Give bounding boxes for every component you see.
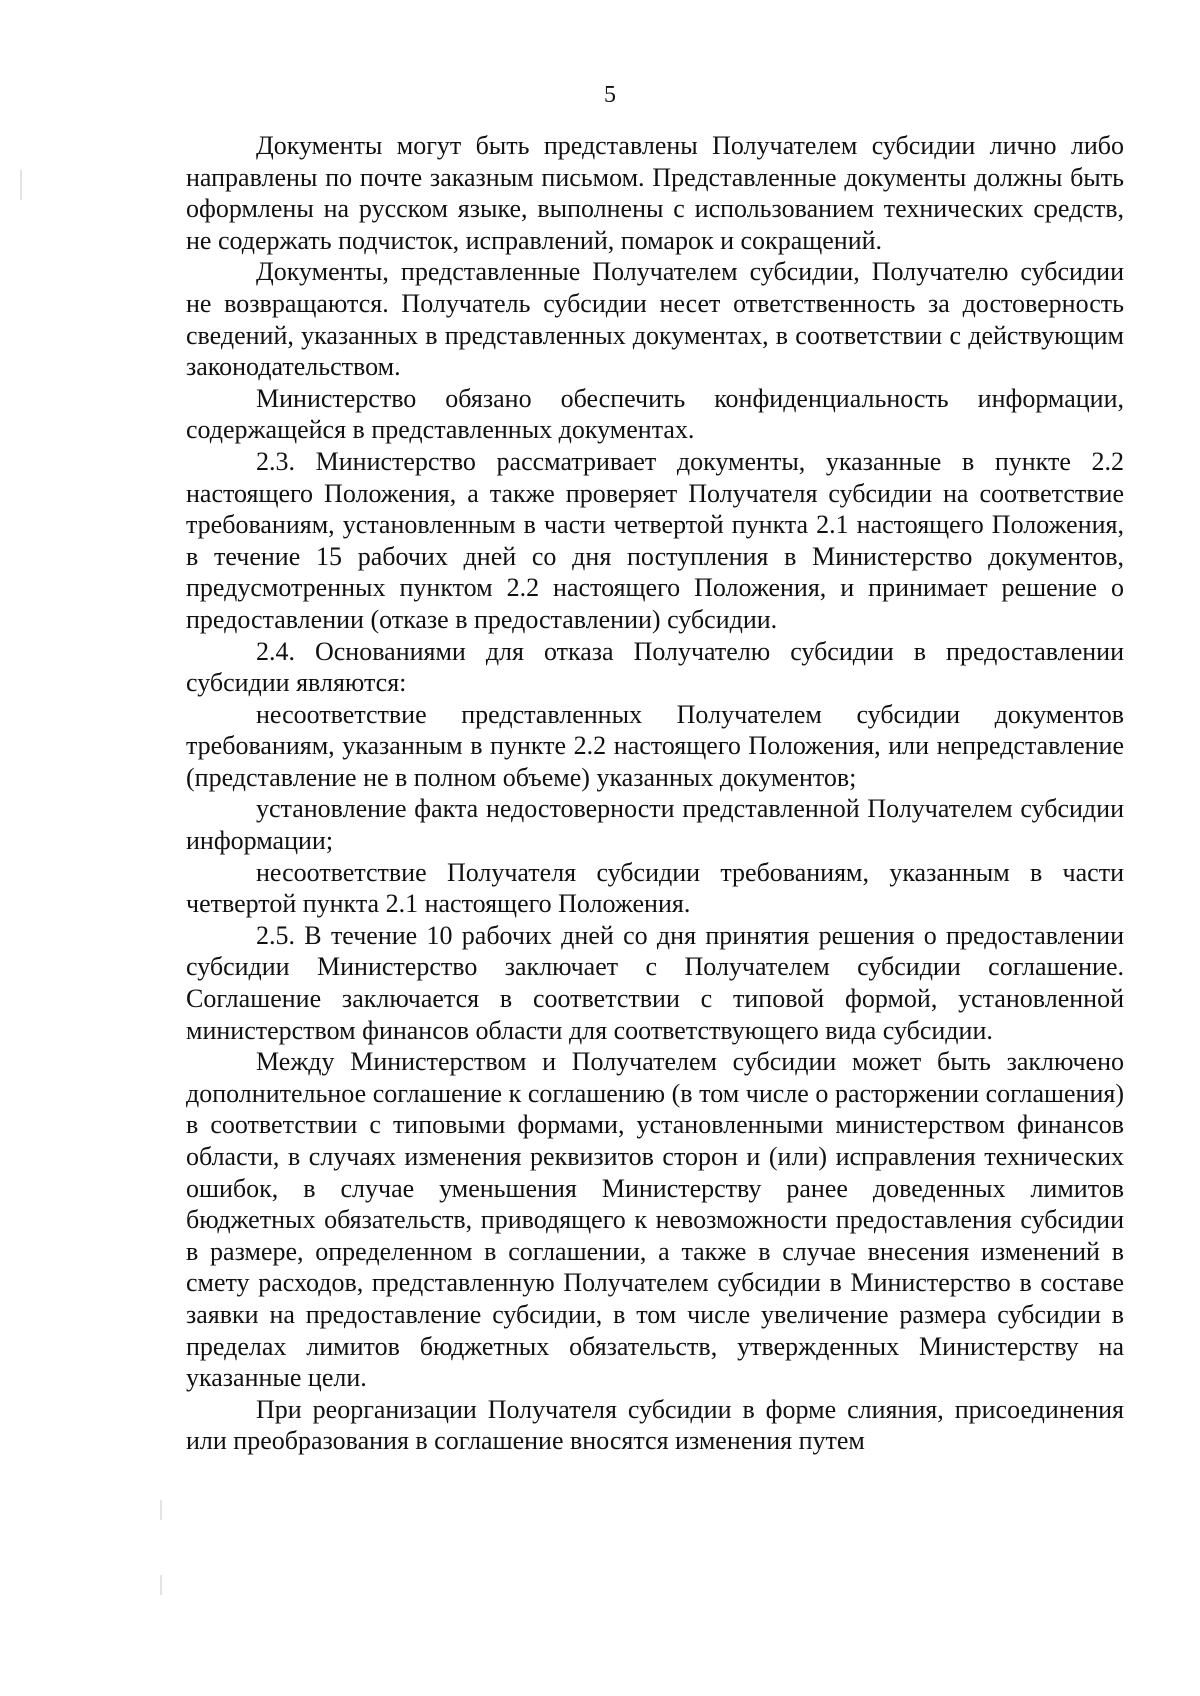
paragraph: Министерство обязано обеспечить конфиденциальность информации, содержащейся в представленных документах. (186, 383, 1124, 445)
document-body (186, 130, 1124, 1457)
paragraph: 2.4. Основаниями для отказа Получателю субсидии в предоставлении субсидии являются: (186, 636, 1124, 698)
paragraph: Между Министерством и Получателем субсидии может быть заключено дополнительное соглашение к соглашению (в том числе о расторжении соглашения) в соответствии с типовыми формами, установленными министерством финансов области, в случаях изменения реквизитов сторон и (или) исправления технических ошибок, в случае уменьшения Министерству ранее доведенных лимитов бюджетных обязательств, приводящего к невозможности предоставления субсидии в размере, определенном в соглашении, а также в случае внесения изменений в смету расходов, представленную Получателем субсидии в Министерство в составе заявки на предоставление субсидии, в том числе увеличение размера субсидии в пределах лимитов бюджетных обязательств, утвержденных Министерству на указанные цели. (186, 1047, 1124, 1393)
scan-edge-mark (20, 170, 22, 200)
paragraph: Документы, представленные Получателем субсидии, Получателю субсидии не возвращаются. Получатель субсидии несет ответственность за достоверность сведений, указанных в представленных документах, в соответствии с действующим законодательством. (186, 257, 1124, 382)
paragraph: 2.3. Министерство рассматривает документы, указанные в пункте 2.2 настоящего Положения, а также проверяет Получателя субсидии на соответствие требованиям, установленным в части четвертой пункта 2.1 настоящего Положения, в течение 15 рабочих дней со дня поступления в Министерство документов, предусмотренных пунктом 2.2 настоящего Положения, и принимает решение о предоставлении (отказе в предоставлении) субсидии. (186, 446, 1124, 634)
paragraph: При реорганизации Получателя субсидии в форме слияния, присоединения или преобразования в соглашение вносятся изменения путем (186, 1394, 1124, 1456)
scan-edge-mark (160, 1500, 162, 1520)
page-number: 5 (604, 82, 616, 108)
list-item: установление факта недостоверности представленной Получателем субсидии информации; (186, 794, 1124, 856)
paragraph: Документы могут быть представлены Получателем субсидии лично либо направлены по почте заказным письмом. Представленные документы должны быть оформлены на русском языке, выполнены с использованием технических средств, не содержать подчисток, исправлений, помарок и сокращений. (186, 131, 1124, 255)
list-item: несоответствие представленных Получателем субсидии документов требованиям, указанным в пункте 2.2 настоящего Положения, или непредставление (представление не в полном объеме) указанных документов; (186, 699, 1124, 792)
paragraph: 2.5. В течение 10 рабочих дней со дня принятия решения о предоставлении субсидии Министерство заключает с Получателем субсидии соглашение. Соглашение заключается в соответствии с типовой формой, установленной министерством финансов области для соответствующего вида субсидии. (186, 920, 1124, 1045)
scan-edge-mark (160, 1575, 162, 1595)
list-item: несоответствие Получателя субсидии требованиям, указанным в части четвертой пункта 2.1 настоящего Положения. (186, 857, 1124, 919)
